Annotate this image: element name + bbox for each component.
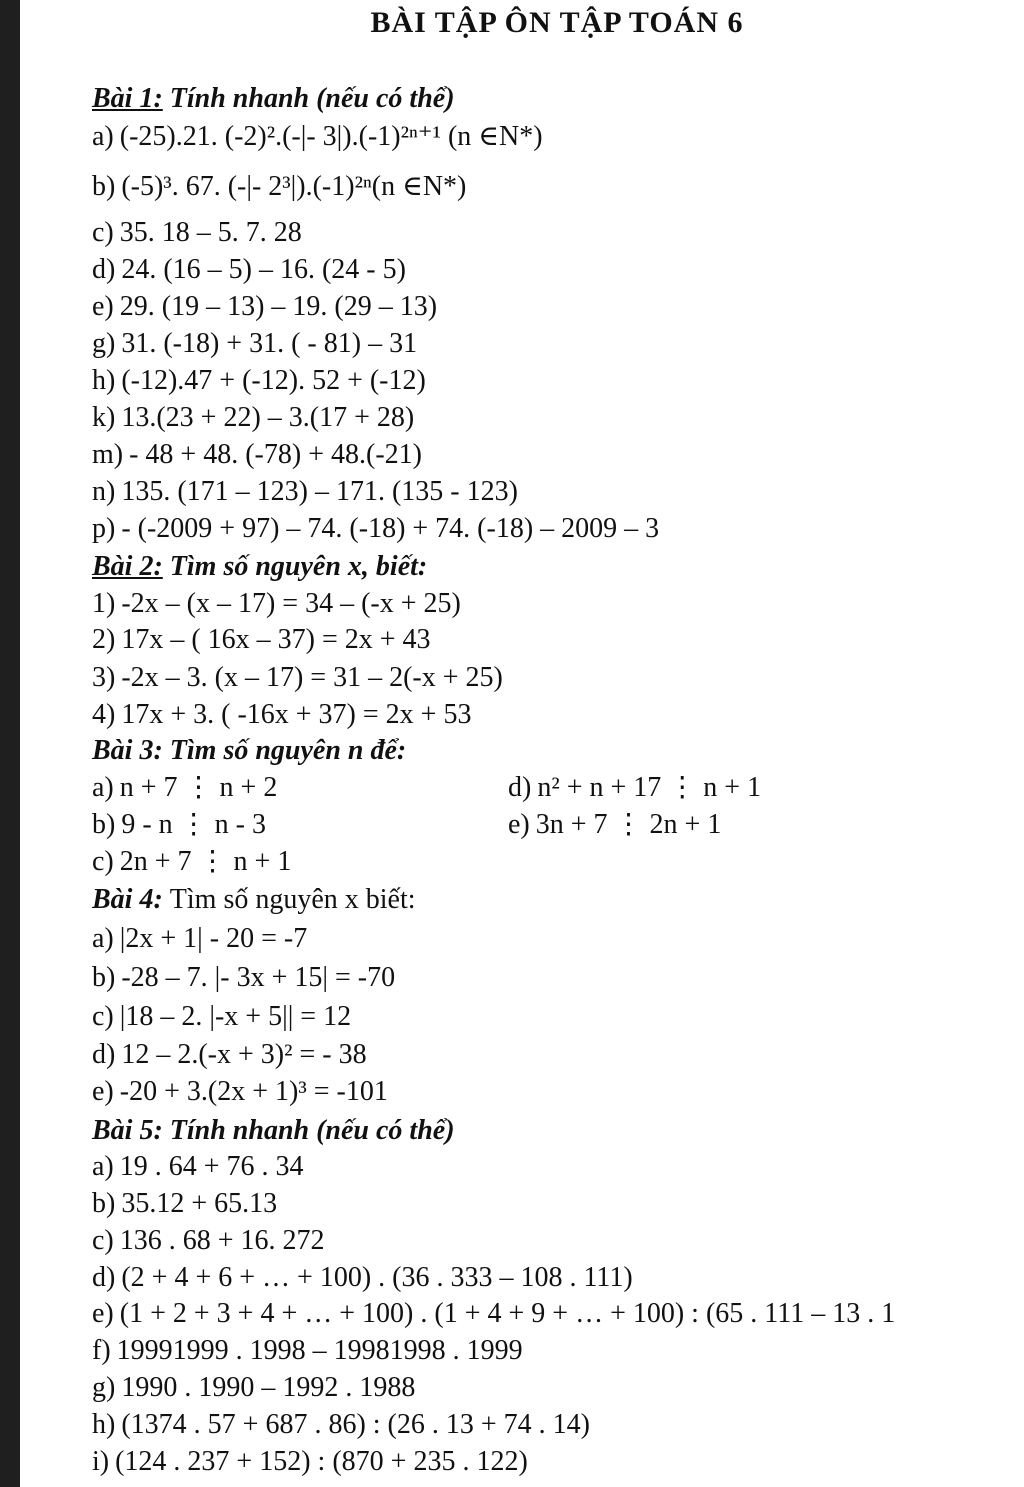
exercise-item [92,1224,325,1258]
item-label: h) [92,1409,116,1440]
section-label: Bài 2: [92,551,163,582]
item-label: d) [92,254,116,285]
item-label: i) [92,1446,110,1477]
item-label: 1) [92,588,116,619]
item-label: h) [92,365,116,396]
item-expression: 9 - n ⋮ n - 3 [121,809,266,840]
exercise-item [92,1187,277,1221]
exercise-item [92,1000,351,1034]
item-expression: 136 . 68 + 16. 272 [119,1225,325,1256]
exercise-item [92,698,471,732]
item-label: d) [508,772,532,803]
item-label: c) [92,1225,114,1256]
item-label: 4) [92,699,116,730]
item-expression: 1990 . 1990 – 1992 . 1988 [121,1372,416,1403]
item-label: n) [92,476,116,507]
exercise-item [92,1445,528,1479]
item-expression: 19991999 . 1998 – 19981998 . 1999 [116,1335,523,1366]
exercise-item [92,438,422,472]
item-expression: (124 . 237 + 152) : (870 + 235 . 122) [115,1446,528,1477]
exercise-item [92,808,266,842]
exercise-item [92,1075,388,1109]
section-4-heading [92,883,416,917]
item-expression: (2 + 4 + 6 + … + 100) . (36 . 333 – 108 . 111) [121,1262,633,1293]
exercise-item [92,475,518,509]
item-label: 2) [92,624,116,655]
item-expression: 19 . 64 + 76 . 34 [119,1151,304,1182]
item-expression: 35.12 + 65.13 [121,1188,278,1219]
exercise-item [92,587,461,621]
item-expression: 35. 18 – 5. 7. 28 [119,217,302,248]
section-label: Bài 3: [92,735,163,766]
item-label: e) [92,291,114,322]
item-expression: n² + n + 17 ⋮ n + 1 [537,772,762,803]
exercise-item [92,401,414,435]
page-title: BÀI TẬP ÔN TẬP TOÁN 6 [370,6,744,39]
item-expression: 17x + 3. ( -16x + 37) = 2x + 53 [121,699,472,730]
item-expression: |18 – 2. |-x + 5|| = 12 [119,1001,352,1032]
item-expression: (-5)³. 67. (-|- 2³|).(-1)²ⁿ(n ∈N*) [121,171,467,202]
item-label: g) [92,328,116,359]
left-edge-bar [0,0,20,1487]
exercise-item [92,771,277,805]
item-label: 3) [92,662,116,693]
item-expression: -2x – 3. (x – 17) = 31 – 2(-x + 25) [121,662,503,693]
exercise-item [92,661,503,695]
item-label: a) [92,923,114,954]
item-label: b) [92,809,116,840]
exercise-item [92,512,659,546]
exercise-item [92,623,431,657]
item-expression: n + 7 ⋮ n + 2 [119,772,278,803]
item-label: a) [92,772,114,803]
item-expression: (1374 . 57 + 687 . 86) : (26 . 13 + 74 . 14) [121,1409,590,1440]
item-label: c) [92,1001,114,1032]
item-label: e) [508,809,530,840]
item-expression: 24. (16 – 5) – 16. (24 - 5) [121,254,406,285]
item-expression: - 48 + 48. (-78) + 48.(-21) [129,439,422,470]
item-label: m) [92,439,124,470]
item-expression: (-25).21. (-2)².(-|- 3|).(-1)²ⁿ⁺¹ (n ∈N*) [119,121,543,152]
item-label: g) [92,1372,116,1403]
section-label: Bài 4: [92,884,163,915]
section-label: Bài 5: [92,1115,163,1146]
item-expression: (-12).47 + (-12). 52 + (-12) [121,365,426,396]
exercise-item [92,327,417,361]
exercise-item [92,170,466,204]
worksheet-page [20,0,1024,1487]
exercise-item [92,1408,590,1442]
item-expression: 17x – ( 16x – 37) = 2x + 43 [121,624,431,655]
section-2-heading [92,550,427,584]
exercise-item [92,253,406,287]
section-3-heading [92,734,406,768]
exercise-item [508,771,761,805]
item-expression: (1 + 2 + 3 + 4 + … + 100) . (1 + 4 + 9 + … + 100) : (65 . 111 – 13 . 1 [119,1298,896,1329]
item-expression: - (-2009 + 97) – 74. (-18) + 74. (-18) – 2009 – 3 [121,513,660,544]
item-label: f) [92,1335,111,1366]
section-title: Tìm số nguyên n để: [169,735,407,766]
exercise-item [92,1371,415,1405]
item-expression: 3n + 7 ⋮ 2n + 1 [535,809,722,840]
item-label: k) [92,402,116,433]
item-label: d) [92,1039,116,1070]
exercise-item [92,216,302,250]
item-label: b) [92,962,116,993]
item-label: b) [92,1188,116,1219]
exercise-item [92,1297,895,1331]
item-label: c) [92,846,114,877]
item-label: b) [92,171,116,202]
item-expression: -2x – (x – 17) = 34 – (-x + 25) [121,588,461,619]
exercise-item [92,845,291,879]
item-label: e) [92,1298,114,1329]
exercise-item [92,1038,367,1072]
exercise-item [92,120,543,154]
item-expression: 29. (19 – 13) – 19. (29 – 13) [119,291,438,322]
item-expression: 2n + 7 ⋮ n + 1 [119,846,292,877]
item-expression: 12 – 2.(-x + 3)² = - 38 [121,1039,367,1070]
section-1-heading [92,82,455,116]
section-label: Bài 1: [92,83,163,114]
section-title: Tìm số nguyên x, biết: [169,551,428,582]
exercise-item [92,961,395,995]
item-label: a) [92,1151,114,1182]
item-label: c) [92,217,114,248]
exercise-item [508,808,721,842]
item-expression: 31. (-18) + 31. ( - 81) – 31 [121,328,418,359]
section-title: Tìm số nguyên x biết: [169,884,416,915]
section-title: Tính nhanh (nếu có thể) [169,1115,455,1146]
exercise-item [92,364,426,398]
item-expression: 135. (171 – 123) – 171. (135 - 123) [121,476,518,507]
exercise-item [92,1261,633,1295]
item-label: e) [92,1076,114,1107]
item-expression: -20 + 3.(2x + 1)³ = -101 [119,1076,388,1107]
item-expression: -28 – 7. |- 3x + 15| = -70 [121,962,396,993]
section-5-heading [92,1114,455,1148]
exercise-item [92,1150,304,1184]
section-title: Tính nhanh (nếu có thể) [169,83,455,114]
exercise-item [92,1334,523,1368]
item-label: a) [92,121,114,152]
item-expression: |2x + 1| - 20 = -7 [119,923,308,954]
item-label: p) [92,513,116,544]
item-expression: 13.(23 + 22) – 3.(17 + 28) [121,402,415,433]
item-label: d) [92,1262,116,1293]
exercise-item [92,290,437,324]
exercise-item [92,922,307,956]
